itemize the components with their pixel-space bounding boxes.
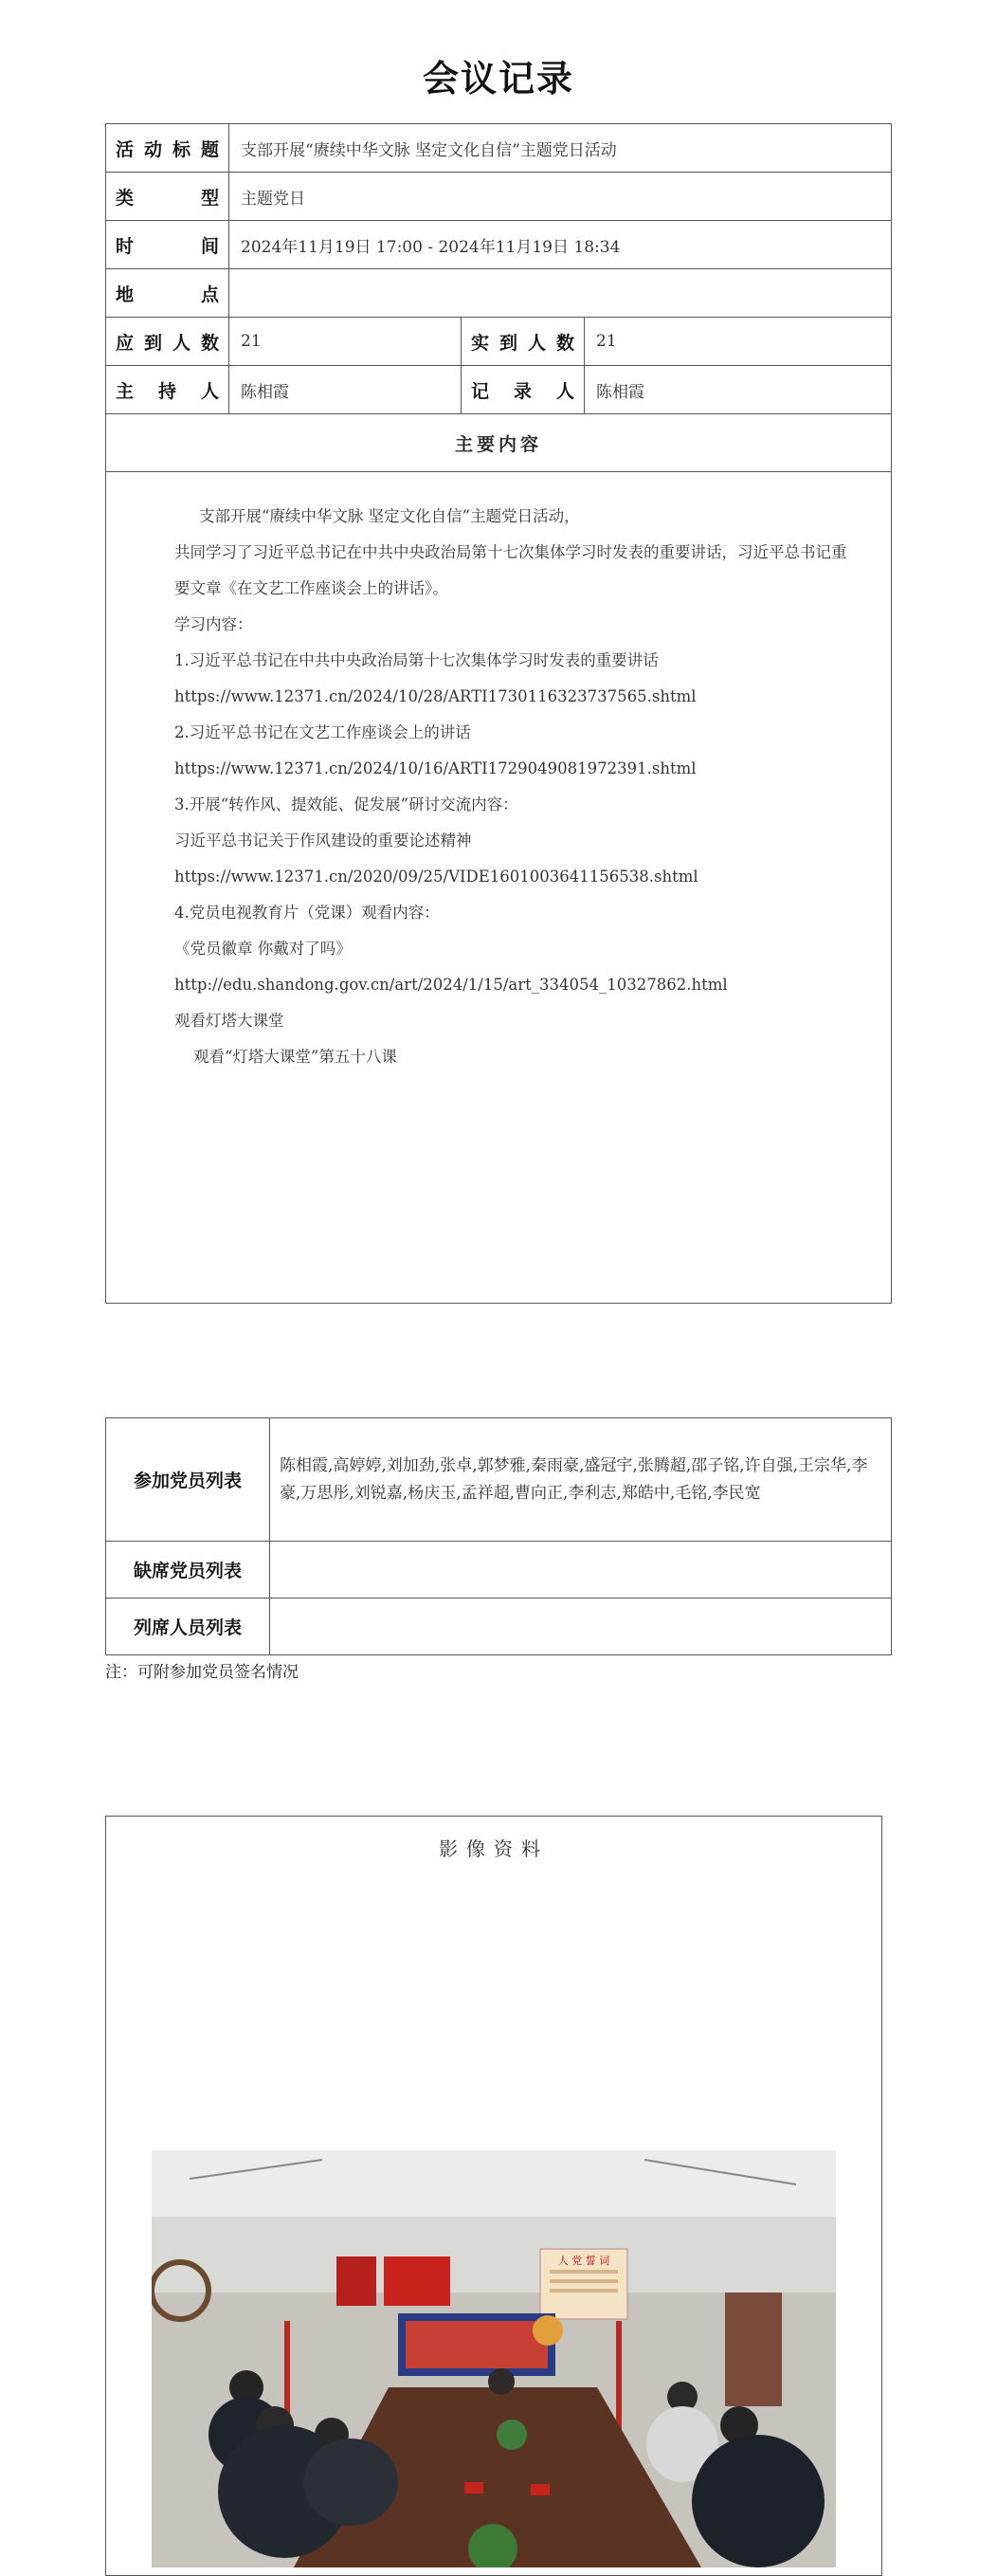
main-content-cell: [106, 472, 892, 1304]
actual-count-label: 实到人数: [462, 318, 585, 366]
content-line: 习近平总书记关于作风建设的重要论述精神: [174, 831, 472, 850]
expected-count-label: 应到人数: [106, 318, 229, 366]
present-members-label: 参加党员列表: [106, 1418, 270, 1542]
content-link[interactable]: http://edu.shandong.gov.cn/art/2024/1/15/art_334054_10327862.html: [174, 976, 728, 994]
content-link[interactable]: https://www.12371.cn/2020/09/25/VIDE1601003641156538.shtml: [174, 868, 698, 886]
banner-text: 人 党 誓 词: [557, 2255, 610, 2267]
meeting-photo: [152, 2150, 836, 2567]
absent-members-label: 缺席党员列表: [106, 1542, 270, 1599]
time-label: 时 间: [106, 221, 229, 269]
content-line: 3.开展“转作风、提效能、促发展”研讨交流内容：: [174, 795, 518, 813]
recorder-value: 陈相霞: [585, 366, 892, 414]
time-value: 2024年11月19日 17:00 - 2024年11月19日 18:34: [229, 221, 892, 269]
content-line: 观看“灯塔大课堂”第五十八课: [193, 1048, 397, 1066]
attendance-table: [105, 1417, 892, 1655]
host-value: 陈相霞: [229, 366, 462, 414]
content-link[interactable]: https://www.12371.cn/2024/10/28/ARTI1730116323737565.shtml: [174, 687, 697, 705]
content-line: 《党员徽章 你戴对了吗》: [174, 940, 352, 958]
photo-section: [105, 1816, 882, 2576]
content-line: 4.党员电视教育片（党课）观看内容：: [174, 904, 440, 922]
content-line: 2.习近平总书记在文艺工作座谈会上的讲话: [174, 723, 471, 741]
meeting-info-table: [105, 123, 892, 1304]
content-line: 学习内容：: [174, 615, 253, 633]
content-link[interactable]: https://www.12371.cn/2024/10/16/ARTI1729049081972391.shtml: [174, 759, 697, 777]
content-line: 支部开展“赓续中华文脉 坚定文化自信”主题党日活动，: [199, 507, 580, 525]
activity-title-value: 支部开展“赓续中华文脉 坚定文化自信”主题党日活动: [229, 124, 892, 173]
signature-note: 注：可附参加党员签名情况: [105, 1663, 299, 1682]
main-content-body: [106, 472, 891, 1075]
main-content-heading: 主要内容: [106, 414, 892, 472]
expected-count-value: 21: [229, 318, 462, 366]
absent-members-value: [270, 1542, 892, 1599]
activity-title-label: 活动标题: [106, 124, 229, 173]
attendees-value: [270, 1599, 892, 1655]
place-label: 地 点: [106, 269, 229, 318]
content-line: 共同学习了习近平总书记在中共中央政治局第十七次集体学习时发表的重要讲话，习近平总书记重要文章《在文艺工作座谈会上的讲话》。: [174, 543, 847, 597]
type-label: 类 型: [106, 173, 229, 221]
present-members-value: 陈相霞,高婷婷,刘加劲,张卓,郭梦雅,秦雨豪,盛冠宇,张腾超,邵子铭,许自强,王宗华,李豪,万思彤,刘锐嘉,杨庆玉,孟祥超,曹向正,李利志,郑皓中,毛铭,李民宽: [270, 1418, 892, 1542]
type-value: 主题党日: [229, 173, 892, 221]
photo-section-heading: 影像资料: [439, 1837, 549, 1860]
recorder-label: 记 录 人: [462, 366, 585, 414]
place-value: [229, 269, 892, 318]
content-line: 观看灯塔大课堂: [174, 1012, 284, 1030]
attendees-label: 列席人员列表: [106, 1599, 270, 1655]
host-label: 主 持 人: [106, 366, 229, 414]
content-line: 1.习近平总书记在中共中央政治局第十七次集体学习时发表的重要讲话: [174, 651, 659, 669]
page-title: 会议记录: [422, 58, 574, 100]
actual-count-value: 21: [585, 318, 892, 366]
